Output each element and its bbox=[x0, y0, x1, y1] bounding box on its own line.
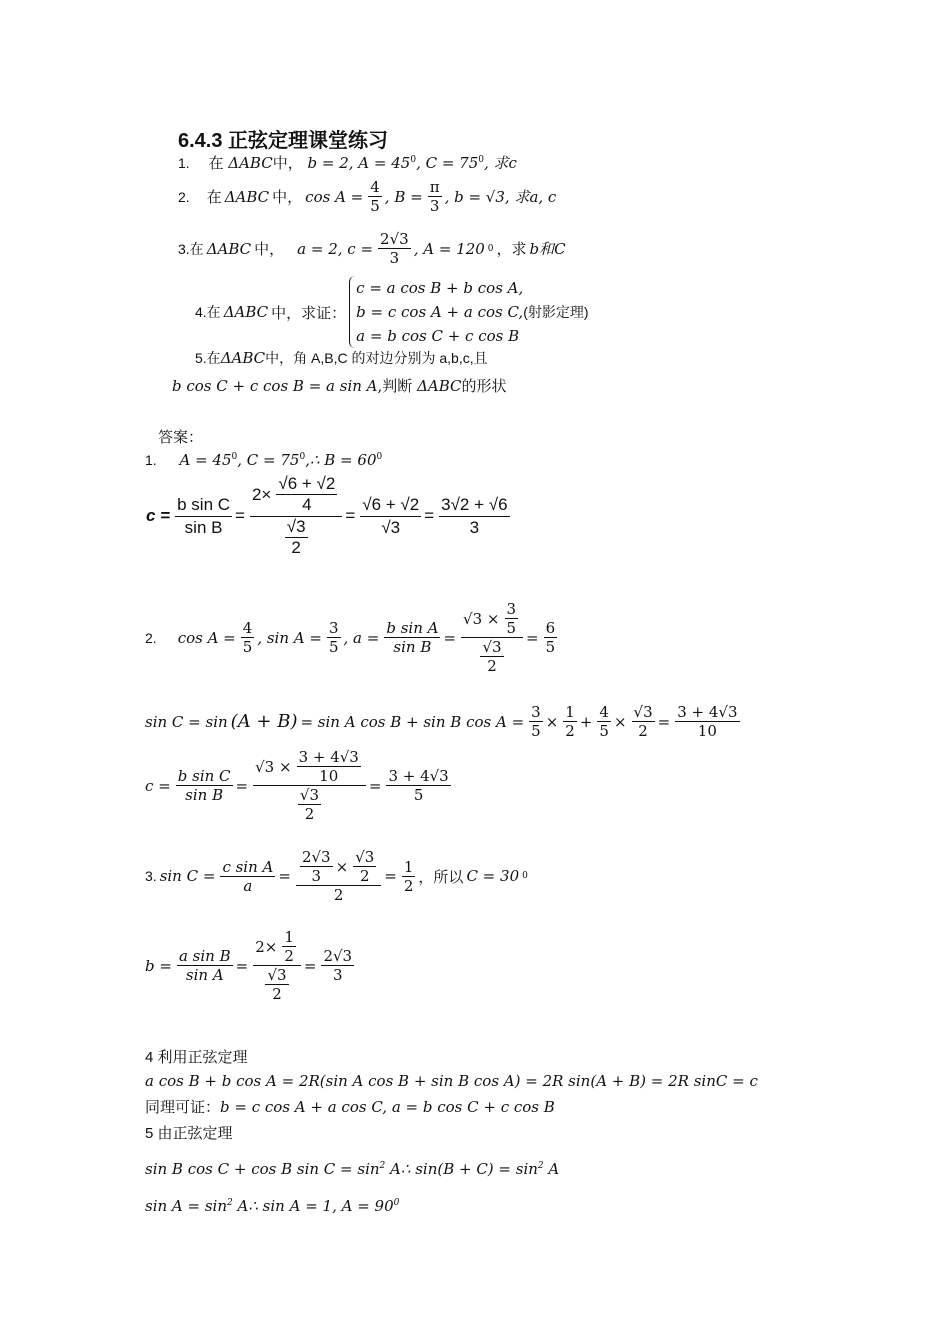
problem-text: 在 bbox=[208, 154, 224, 172]
question: , 求c bbox=[484, 154, 517, 172]
triangle-label: ΔABC bbox=[417, 377, 462, 395]
fraction-4-5 bbox=[368, 178, 382, 215]
problem-number: 1. bbox=[178, 155, 190, 171]
equation: , C = 75 bbox=[237, 451, 300, 469]
denominator: 5 bbox=[370, 197, 380, 215]
problem-text: 中， bbox=[272, 188, 303, 206]
answer-4-heading: 4 利用正弦定理 bbox=[145, 1049, 248, 1066]
problem-text: 中，求证： bbox=[271, 303, 347, 322]
problem-5-condition bbox=[172, 375, 507, 396]
equation-system bbox=[349, 276, 588, 348]
compound-fraction: $\frac{2√3}{3}$ × $\frac{√3}{2}$ 2 bbox=[296, 848, 381, 904]
problem-3 bbox=[178, 230, 569, 267]
problem-4 bbox=[195, 276, 592, 348]
problem-number: 4.在 bbox=[195, 304, 221, 320]
b-label: , B = bbox=[384, 187, 423, 206]
cos-a-label: cos A = bbox=[305, 187, 364, 206]
numerator: π bbox=[429, 178, 440, 196]
compound-fraction: 2× $\frac{1}{2}$ $\frac{√3}{2}$ bbox=[253, 928, 301, 1003]
equation: cos A = bbox=[177, 628, 236, 647]
triangle-label: ΔABC bbox=[224, 187, 270, 206]
fraction: $\frac{3√2 + √6}{3}$ bbox=[441, 494, 508, 537]
problem-1 bbox=[178, 152, 517, 173]
denominator: 3 bbox=[429, 197, 440, 215]
equation: C = 30 bbox=[466, 867, 520, 885]
triangle-label: ΔABC bbox=[223, 303, 269, 321]
c-label: c = bbox=[146, 506, 171, 526]
fraction: $\frac{√6 + √2}{√3}$ bbox=[362, 494, 420, 537]
triangle-label: ΔABC bbox=[206, 239, 252, 258]
numerator: 2√3 bbox=[380, 230, 409, 248]
equation: , sin A = bbox=[257, 628, 322, 647]
problem-text: 中， bbox=[254, 240, 285, 258]
degree-sup: 0 bbox=[478, 155, 485, 165]
equation: ,∴ B = 60 bbox=[305, 451, 377, 469]
compound-fraction: √3 × $\frac{3}{5}$ $\frac{√3}{2}$ bbox=[461, 600, 523, 675]
answer-4-equation: a cos B + b cos A = 2R(sin A cos B + sin B cos A) = 2R sin(A + B) = 2R sinC = c bbox=[145, 1072, 758, 1090]
problem-text: 中， bbox=[272, 154, 303, 172]
answer-2-line-1: 2. cos A = $\frac{4}{5}$ , sin A = $\frac{3}{5}$ , a = $\frac{\text{b sin A}}{\text{sin B}}$ = √3 × $\frac{3}{5}$ $\frac{√3}{2}$ = $\frac{6}{5}$ bbox=[145, 600, 556, 675]
compound-fraction: √3 × $\frac{3 + 4√3}{10}$ $\frac{√3}{2}$ bbox=[253, 748, 366, 823]
b-value: , b = √3, 求a, c bbox=[444, 188, 557, 206]
problem-5 bbox=[195, 348, 488, 368]
equation: , a = bbox=[343, 628, 380, 647]
equation: = sin A cos B + sin B cos A = bbox=[300, 712, 525, 731]
answer-5-line-2: $\sin A = \sin^2$ A∴ sin A = 1, $A = 90^0$ bbox=[145, 1197, 400, 1215]
problem-number: 2. bbox=[178, 188, 190, 205]
problem-text: 在 bbox=[206, 188, 222, 206]
equation-line: c = a cos B + b cos A, bbox=[356, 279, 524, 297]
problem-text: ,判断 bbox=[377, 377, 413, 395]
answer-4-similar bbox=[145, 1096, 555, 1117]
answer-2-line-2: sin C = sin (A + B) = sin A cos B + sin B cos A = $\frac{3}{5}$ × $\frac{1}{2}$ + $\frac{4}{5}$ × $\frac{√3}{2}$ = $\frac{3 + 4√3}{10}$ bbox=[145, 703, 738, 740]
degree-sup: 0 bbox=[410, 155, 417, 165]
question: b和C bbox=[529, 240, 566, 258]
equation-line: a = b cos C + c cos B bbox=[356, 327, 520, 345]
denominator: 3 bbox=[389, 249, 400, 267]
numerator: 4 bbox=[370, 178, 380, 196]
equation: b cos C + c cos B = a sin A bbox=[172, 377, 378, 395]
triangle-label: ΔABC bbox=[220, 349, 266, 367]
so-label: ，所以 bbox=[418, 867, 464, 886]
triangle-label: ΔABC bbox=[228, 154, 273, 172]
problem-text: 中，角 A,B,C 的对边分别为 a,b,c,且 bbox=[265, 350, 488, 366]
equation: sin C = sin bbox=[145, 712, 228, 731]
equation: c = bbox=[145, 776, 171, 795]
answers-label: 答案： bbox=[158, 428, 204, 446]
compound-fraction: 2× $\frac{√6 + √2}{4}$ $\frac{√3}{2}$ bbox=[250, 474, 342, 559]
answer-5-line-1: sin B cos C + cos B $\sin C = \sin^2$ A∴ $\sin(B + C) = \sin^2 A$ bbox=[145, 1160, 560, 1178]
answer-1-formula: c = $\frac{\text{b sin C}}{\text{sin B}}$ = 2× $\frac{√6 + √2}{4}$ $\frac{√3}{2}$ = $\frac{√6 + √2}{√3}$ = $\frac{3√2 + √6}{3}$ bbox=[146, 474, 508, 558]
question: ，求 bbox=[496, 240, 527, 258]
fraction-2root3-3 bbox=[378, 230, 411, 267]
degree-sup: 0 bbox=[487, 243, 494, 254]
problem-number: 5.在 bbox=[195, 350, 221, 366]
condition: , C = 75 bbox=[416, 154, 479, 172]
equation: (A + B) bbox=[230, 711, 298, 732]
answer-number: 1. bbox=[145, 452, 157, 468]
answer-2-line-3: c = $\frac{\text{b sin C}}{\text{sin B}}$ = √3 × $\frac{3 + 4√3}{10}$ $\frac{√3}{2}$ = $\frac{3 + 4√3}{5}$ bbox=[145, 748, 449, 823]
angle: , A = 120 bbox=[413, 239, 485, 258]
problem-number: 3.在 bbox=[178, 240, 204, 257]
problem-2 bbox=[178, 178, 559, 215]
equation: b = bbox=[145, 956, 172, 975]
similar-label: 同理可证： bbox=[145, 1099, 221, 1116]
answer-number: 3. bbox=[145, 868, 157, 884]
problem-text: 的形状 bbox=[461, 377, 507, 395]
page-title: 6.4.3 正弦定理课堂练习 bbox=[178, 130, 389, 152]
fraction: $\frac{\text{b sin C}}{\text{sin B}}$ bbox=[177, 494, 231, 537]
answer-5-heading: 5 由正弦定理 bbox=[145, 1125, 233, 1142]
answer-1-line: 1. $A = 45^0$, $C = 75^0,\therefore$ $B = 60^0$ bbox=[145, 451, 383, 469]
answer-number: 2. bbox=[145, 629, 157, 646]
fraction-pi-3 bbox=[428, 178, 442, 215]
equation: A = 45 bbox=[179, 451, 232, 469]
equation: sin C = bbox=[159, 867, 216, 885]
condition: b = 2, A = 45 bbox=[307, 154, 411, 172]
answer-3-line-1: 3. sin C = $\frac{\text{c sin A}}{a}$ = $\frac{2√3}{3}$ × $\frac{√3}{2}$ 2 = $\frac{1}{2}$ ，所以 C = 30 0 bbox=[145, 848, 528, 904]
condition: a = 2, c = bbox=[297, 239, 374, 258]
equation: b = c cos A + a cos C, a = b cos C + c cos B bbox=[220, 1098, 555, 1116]
answer-3-line-2: b = $\frac{\text{a sin B}}{\text{sin A}}$ = 2× $\frac{1}{2}$ $\frac{√3}{2}$ = $\frac{2√3}{3}$ bbox=[145, 928, 353, 1003]
equation-line: b = c cos A + a cos C,(射影定理) bbox=[356, 303, 589, 321]
